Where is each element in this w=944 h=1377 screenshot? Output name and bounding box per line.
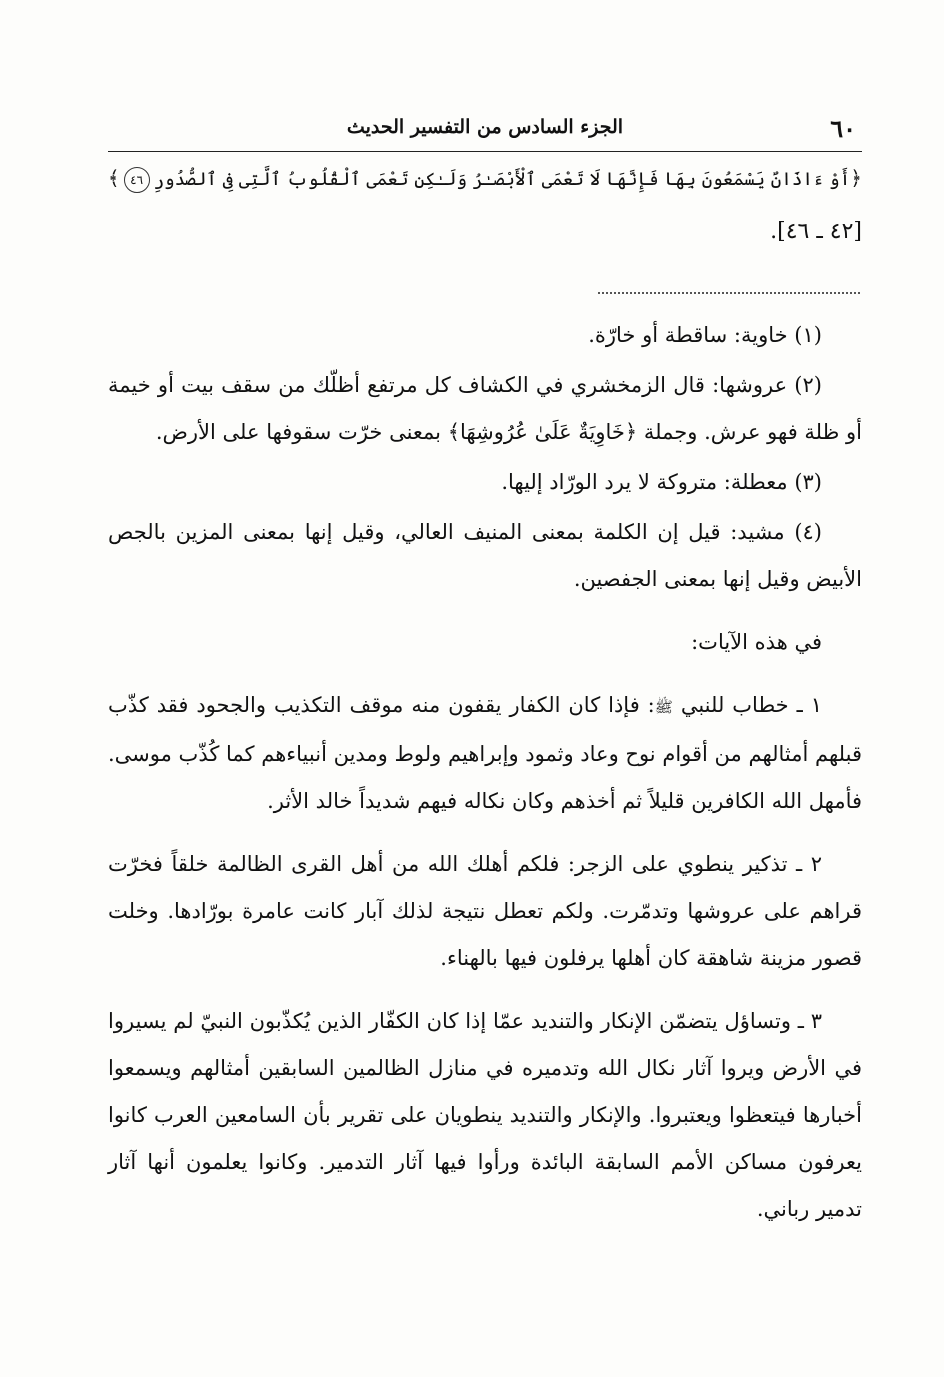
footnote-1: (١) خاوية: ساقطة أو خارّة. [588, 323, 822, 347]
footnote-3: (٣) معطلة: متروكة لا يرد الورّاد إليها. [501, 470, 822, 494]
point-1-lead: ١ ـ خطاب للنبي [680, 693, 822, 717]
verse-open-brace: ﴿ [850, 166, 862, 190]
point-2: ٢ ـ تذكير ينطوي على الزجر: فلكم أهلك الله من أهل القرى الظالمة خلقاً فخرّت قراهم على عروشها وتدمّرت. ولكم تعطل نتيجة لذلك آبار كانت عامرة بورّادها. وخلت قصور مزينة شاهقة كان أهلها يرفلون فيها بالهناء. [108, 852, 862, 970]
footnote-2 [108, 362, 862, 456]
page-number: ٦٠ [830, 114, 856, 143]
verse-reference: [٤٢ ـ ٤٦]. [770, 219, 862, 244]
footnote-2-quote: ﴿خَاوِيَةٌ عَلَىٰ عُرُوشِهَا﴾ [447, 420, 638, 444]
section-heading: في هذه الآيات: [691, 630, 822, 654]
verse-text: أَوْ ءَاذَانٌ يَسْمَعُونَ بِهَا فَإِنَّهَا لَا تَعْمَى ٱلْأَبْصَـٰرُ وَلَـٰكِن تَعْمَى ٱلْقُلُوبُ ٱلَّتِى فِى ٱلصُّدُورِ [153, 169, 851, 190]
footnote-separator [598, 292, 860, 294]
page-header [108, 112, 862, 146]
verse-line [108, 152, 862, 206]
footnote-2-text-end: بمعنى خرّت سقوفها على الأرض. [155, 420, 442, 444]
honorific-symbol: ﷺ [654, 698, 673, 716]
verse-close-brace: ﴾ [107, 166, 120, 190]
footnote-2-text: (٢) عروشها: قال الزمخشري في الكشاف كل مرتفع أظلّك من سقف بيت أو خيمة أو ظلة فهو عرش. وجملة [108, 373, 862, 444]
point-1 [108, 682, 862, 825]
running-title: الجزء السادس من التفسير الحديث [346, 116, 624, 138]
quran-verse [108, 152, 862, 258]
point-1-text: : فإذا كان الكفار يقفون منه موقف التكذيب والجحود فقد كذّب قبلهم أمثالهم من أقوام نوح وعاد وثمود وإبراهيم ولوط ومدين أنبياءهم كما كُذّب موسى. فأمهل الله الكافرين قليلاً ثم أخذهم وكان نكاله فيهم شديداً خالد الأثر. [108, 693, 862, 813]
footnote-4: (٤) مشيد: قيل إن الكلمة بمعنى المنيف العالي، وقيل إنها بمعنى المزين بالجص الأبيض وقيل إنها بمعنى الجفصين. [108, 520, 862, 591]
point-3: ٣ ـ وتساؤل يتضمّن الإنكار والتنديد عمّا إذا كان الكفّار الذين يُكذّبون النبيّ لم يسيروا في الأرض ويروا آثار نكال الله وتدميره في منازل الظالمين السابقين أمثالهم ويسمعوا أخبارها فيتعظوا ويعتبروا. والإنكار والتنديد ينطويان على تقرير بأن السامعين العرب كانوا يعرفون مساكن الأمم السابقة البائدة ورأوا فيها آثار التدمير. وكانوا يعلمون أنها آثار تدمير رباني. [108, 1009, 862, 1221]
body-text [108, 312, 862, 1233]
ayah-number-marker: ٤٦ [124, 167, 150, 193]
